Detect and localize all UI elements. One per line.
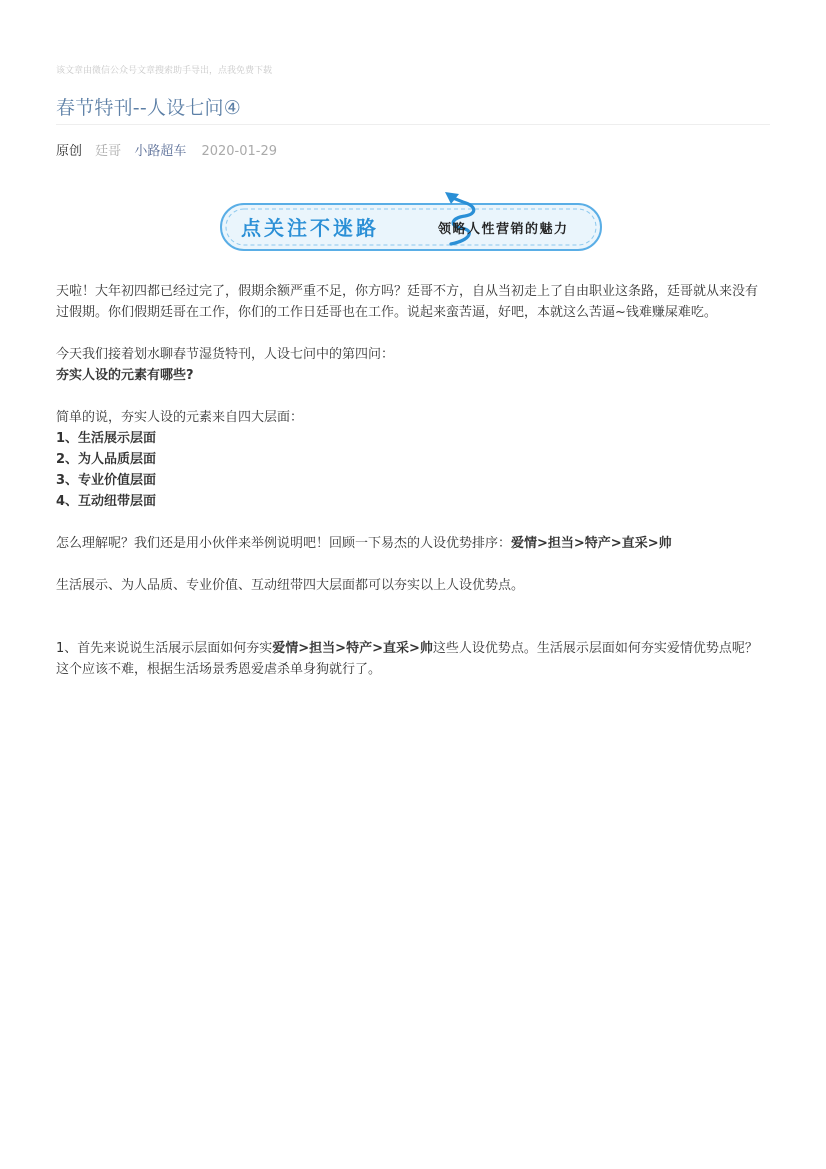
publish-date: 2020-01-29 (201, 144, 278, 159)
paragraph-topic: 今天我们接着划水聊春节湿货特刊，人设七问中的第四问： (56, 347, 395, 362)
paragraph-example (56, 533, 770, 554)
life-display-text-a: 1、首先来说说生活展示层面如何夯实 (56, 641, 273, 656)
paragraph-question (56, 365, 770, 386)
life-display-bold: 爱情>担当>特产>直采>帅 (272, 641, 433, 656)
list-item-text: 4、互动纽带层面 (56, 494, 157, 509)
list-item-text: 3、专业价值层面 (56, 473, 157, 488)
list-item (56, 428, 770, 449)
paragraph-intro: 天啦！大年初四都已经过完了，假期余额严重不足，你方吗？廷哥不方，自从当初走上了自由职业这条路，廷哥就从来没有过假期。你们假期廷哥在工作，你们的工作日廷哥也在工作。说起来蛮苦逼，好吧，本就这么苦逼~钱难赚屎难吃。 (56, 284, 759, 320)
list-item-text: 2、为人品质层面 (56, 452, 157, 467)
banner-slogan-text: 领略人性营销的魅力 (438, 222, 569, 237)
article-title: 春节特刊--人设七问④ (56, 97, 241, 119)
account-link[interactable]: 小路超车 (134, 144, 187, 159)
article-meta (56, 140, 286, 159)
list-item (56, 491, 770, 512)
paragraph-layers: 生活展示、为人品质、专业价值、互动纽带四大层面都可以夯实以上人设优势点。 (56, 578, 525, 593)
author-name: 廷哥 (95, 144, 122, 159)
paragraph-summary: 简单的说，夯实人设的元素来自四大层面： (56, 410, 304, 425)
list-item-text: 1、生活展示层面 (56, 431, 157, 446)
question-bold: 夯实人设的元素有哪些? (56, 368, 194, 383)
title-divider (56, 124, 770, 125)
article-body (56, 281, 770, 680)
life-display-text-b: 这些人设优势点。生活展示层面如何夯实爱情优势点呢？这个应该不难，根据生活场景秀恩爱虐杀单身狗就行了。 (56, 641, 758, 677)
original-badge: 原创 (56, 144, 83, 159)
export-notice-link[interactable]: 该文章由微信公众号文章搜索助手导出，点我免费下载 (56, 66, 273, 76)
list-item (56, 470, 770, 491)
example-text: 怎么理解呢？我们还是用小伙伴来举例说明吧！回顾一下易杰的人设优势排序： (56, 536, 512, 551)
ranking-bold: 爱情>担当>特产>直采>帅 (511, 536, 672, 551)
follow-banner (219, 186, 603, 252)
banner-follow-text: 点关注不迷路 (241, 216, 379, 240)
paragraph-life-display (56, 638, 770, 680)
list-item (56, 449, 770, 470)
